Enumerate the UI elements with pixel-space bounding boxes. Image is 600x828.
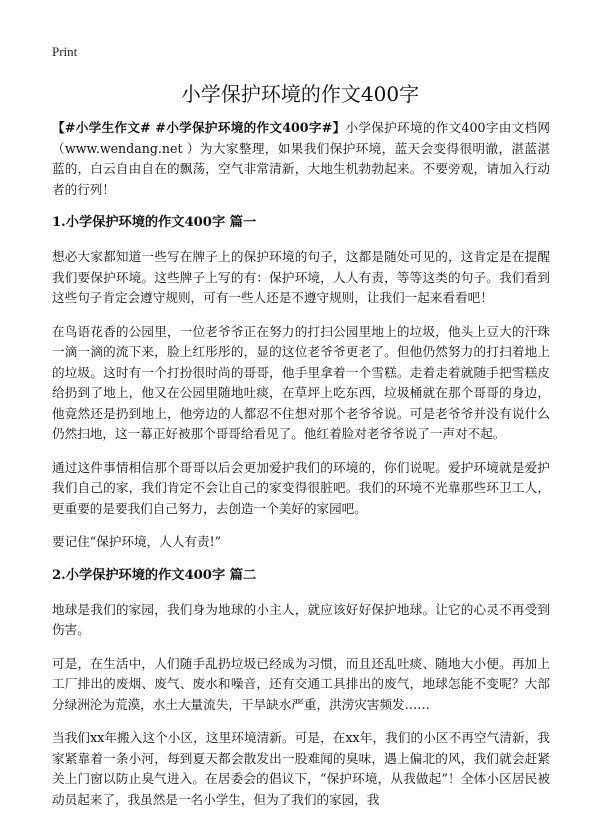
intro-text: 小学保护环境的作文400字由文档网（www.wendang.net ）为大家整理，如果我们保护环境，蓝天会变得很明澈，湛蓝湛蓝的，白云自由自在的飘荡，空气非常清新，大地生机勃勃起来。不要旁观，请加入行动者的行列！ xyxy=(52,120,550,197)
paragraph: 地球是我们的家园，我们身为地球的小主人，就应该好好保护地球。让它的心灵不再受到伤害。 xyxy=(52,601,550,637)
article-body xyxy=(52,118,550,823)
paragraph: 可是，在生活中，人们随手乱扔垃圾已经成为习惯，而且还乱吐痰、随地大小便。再加上工厂排出的废烟、废气、废水和噪音，还有交通工具排出的废气，地球怎能不变呢？大部分绿洲沦为荒漠，水土大量流失，干旱缺水严重，洪涝灾害频发…… xyxy=(52,655,550,712)
section-heading-2: 2.小学保护环境的作文400字 篇二 xyxy=(52,567,257,583)
paragraph: 当我们xx年搬入这个小区，这里环境清新。可是，在xx年，我们的小区不再空气清新，我家紧靠着一条小河，每到夏天都会散发出一股难闻的臭味，遇上偏北的风，我们就会赶紧关上门窗以防止臭气进入。在居委会的倡议下，“保护环境，从我做起”！全体小区居民被动员起来了，我虽然是一名小学生，但为了我们的家园，我 xyxy=(52,730,550,807)
intro-paragraph xyxy=(52,118,550,200)
intro-tags: 【#小学生作文# #小学保护环境的作文400字#】 xyxy=(52,120,346,135)
paragraph: 要记住“保护环境，人人有责!” xyxy=(52,534,222,549)
print-label[interactable]: Print xyxy=(52,44,78,59)
paragraph: 在鸟语花香的公园里，一位老爷爷正在努力的打扫公园里地上的垃圾，他头上豆大的汗珠一滴一滴的流下来，脸上红彤彤的，显的这位老爷爷更老了。但他仍然努力的打扫着地上的垃圾。这时有一个打扮很时尚的哥哥，他手里拿着一个雪糕。走着走着就随手把雪糕皮给扔到了地上，他又在公园里随地吐痰，在草坪上吃东西，垃圾桶就在那个哥哥的身边，他竟然还是扔到地上，他旁边的人都忍不住想对那个老爷爷说。可是老爷爷并没有说什么仍然扫地，这一幕正好被那个哥哥给看见了。他红着脸对老爷爷说了一声对不起。 xyxy=(52,323,550,441)
section-heading-1: 1.小学保护环境的作文400字 篇一 xyxy=(52,215,257,230)
paragraph: 通过这件事情相信那个哥哥以后会更加爱护我们的环境的，你们说呢。爱护环境就是爱护我们自己的家，我们肯定不会让自己的家变得很脏吧。我们的环境不光靠那些环卫工人，更重要的是要我们自己努力，去创造一个美好的家园吧。 xyxy=(52,459,550,516)
page-title: 小学保护环境的作文400字 xyxy=(180,82,420,106)
paragraph: 想必大家都知道一些写在牌子上的保护环境的句子，这都是随处可见的，这肯定是在提醒我们要保护环境。这些牌子上写的有：保护环境，人人有责，等等这类的句子。我们看到这些句子肯定会遵守规则，可有一些人还是不遵守规则，让我们一起来看看吧！ xyxy=(52,249,550,305)
